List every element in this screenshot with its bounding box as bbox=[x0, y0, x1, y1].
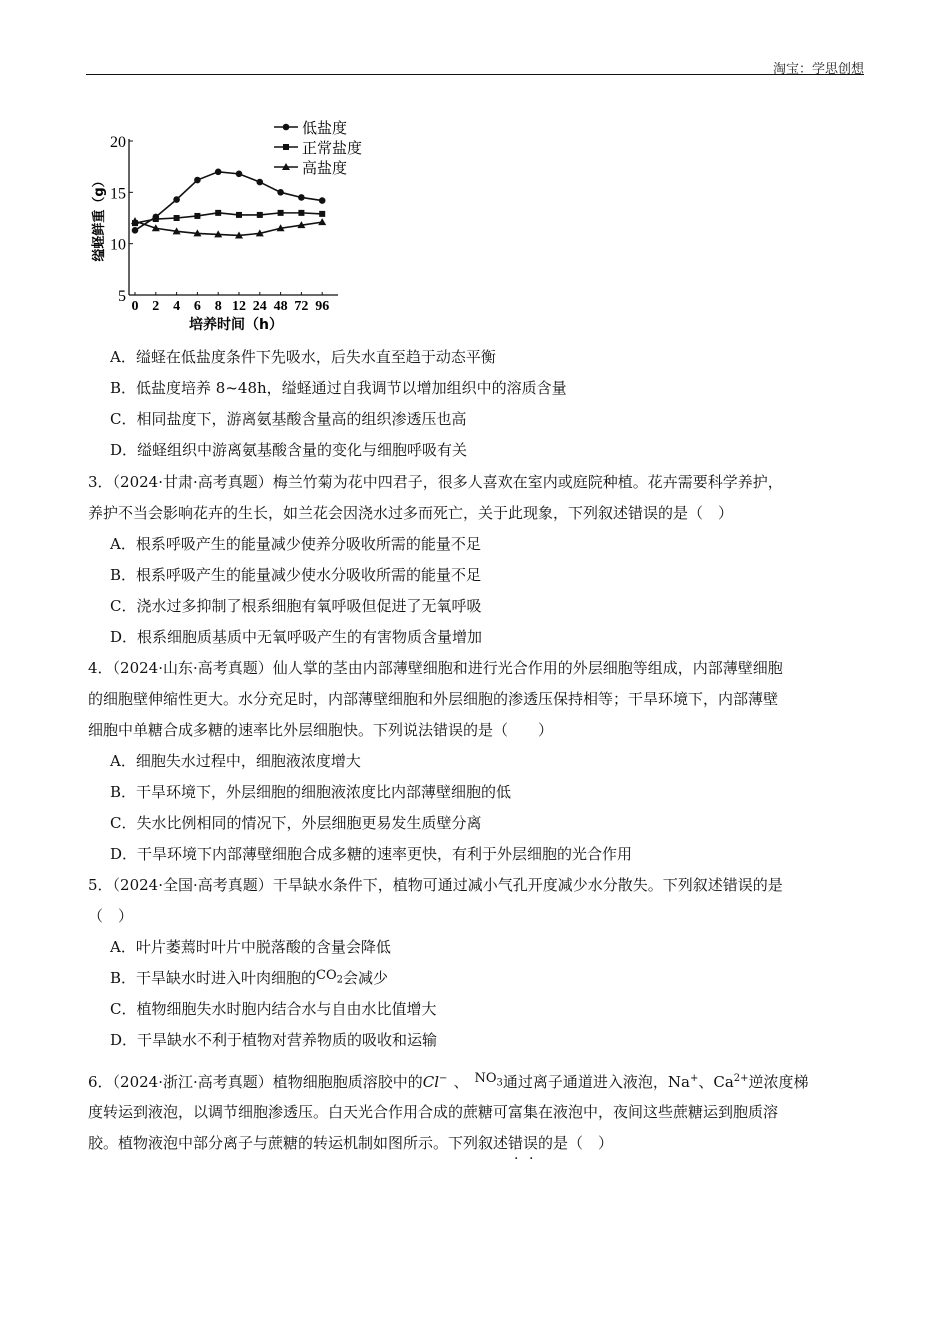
q4-option-b: B．干旱环境下，外层细胞的细胞液浓度比内部薄壁细胞的低 bbox=[110, 783, 512, 801]
header-source: 淘宝：学思创想 bbox=[772, 62, 864, 77]
data-point bbox=[194, 213, 200, 219]
series-line-2 bbox=[135, 221, 322, 235]
x-tick-label: 4 bbox=[173, 299, 181, 314]
series-line-1 bbox=[135, 213, 322, 223]
x-tick-label: 24 bbox=[252, 299, 267, 314]
q3-option-d: D．根系细胞质基质中无氧呼吸产生的有害物质含量增加 bbox=[110, 628, 483, 646]
q5-option-b-pre: B．干旱缺水时进入叶肉细胞的 bbox=[110, 969, 317, 987]
q4-stem-line1: 4．（2024·山东·高考真题）仙人掌的茎由内部薄壁细胞和进行光合作用的外层细胞等组成，内部薄壁细胞 bbox=[88, 659, 783, 677]
x-tick-label: 48 bbox=[273, 299, 288, 314]
q3-option-a: A．根系呼吸产生的能量减少使养分吸收所需的能量不足 bbox=[110, 535, 481, 553]
x-tick-label: 8 bbox=[214, 299, 222, 314]
q3-option-b: B．根系呼吸产生的能量减少使水分吸收所需的能量不足 bbox=[110, 566, 482, 584]
data-point bbox=[283, 124, 290, 131]
q4-option-a: A．细胞失水过程中，细胞液浓度增大 bbox=[110, 752, 361, 770]
q5-stem-line1: 5．（2024·全国·高考真题）干旱缺水条件下，植物可通过减小气孔开度减少水分散失。下列叙述错误的是 bbox=[88, 876, 783, 894]
legend-label: 高盐度 bbox=[302, 159, 348, 177]
legend-label: 正常盐度 bbox=[302, 139, 363, 157]
data-point bbox=[298, 194, 305, 201]
data-point bbox=[319, 197, 326, 204]
q6-stem-line1: 6．（2024·浙江·高考真题）植物细胞胞质溶胶中的Cl− 、 $NO_3$通过离子通道进入液泡，Na+、$Ca^{2+}$逆浓度梯 bbox=[88, 1071, 809, 1091]
q5-stem-line2: （ ） bbox=[88, 907, 134, 925]
y-tick-label: 15 bbox=[110, 185, 126, 203]
data-point bbox=[318, 218, 326, 225]
y-tick-label: 5 bbox=[118, 288, 126, 305]
x-tick-label: 6 bbox=[193, 299, 201, 314]
q5-option-a: A．叶片萎蔫时叶片中脱落酸的含量会降低 bbox=[110, 938, 391, 956]
q4-option-d: D．干旱环境下内部薄壁细胞合成多糖的速率更快，有利于外层细胞的光合作用 bbox=[110, 845, 633, 863]
data-point bbox=[236, 212, 242, 218]
header-divider bbox=[86, 74, 864, 75]
x-tick-label: 12 bbox=[232, 299, 246, 314]
x-tick-label: 0 bbox=[131, 299, 139, 314]
x-tick-label: 72 bbox=[294, 299, 309, 314]
data-point bbox=[277, 189, 284, 196]
q3-stem-line2: 养护不当会影响花卉的生长，如兰花会因浇水过多而死亡，关于此现象，下列叙述错误的是（ ） bbox=[88, 504, 734, 522]
data-point bbox=[153, 216, 159, 222]
data-point bbox=[283, 144, 289, 150]
x-axis-label: 培养时间（h） bbox=[189, 317, 283, 333]
chart-series bbox=[131, 169, 326, 239]
data-point bbox=[257, 179, 264, 186]
q6-stem-line2: 度转运到液泡，以调节细胞渗透压。白天光合作用合成的蔗糖可富集在液泡中，夜间这些蔗糖运到胞质溶 bbox=[88, 1103, 779, 1121]
data-point bbox=[215, 169, 222, 176]
q4-stem-line3: 细胞中单糖合成多糖的速率比外层细胞快。下列说法错误的是（ ） bbox=[88, 721, 554, 739]
chart-legend bbox=[274, 119, 362, 177]
q2-option-c: C．相同盐度下，游离氨基酸含量高的组织渗透压也高 bbox=[110, 410, 467, 428]
y-axis-label: 缢蛏鲜重（g） bbox=[92, 174, 107, 262]
series-line-0 bbox=[135, 172, 322, 231]
legend-label: 低盐度 bbox=[302, 119, 348, 137]
data-point bbox=[215, 210, 221, 216]
q2-option-d: D．缢蛏组织中游离氨基酸含量的变化与细胞呼吸有关 bbox=[110, 441, 468, 459]
q2-option-a: A．缢蛏在低盐度条件下先吸水，后失水直至趋于动态平衡 bbox=[110, 348, 496, 366]
q3-stem-line1: 3．（2024·甘肃·高考真题）梅兰竹菊为花中四君子，很多人喜欢在室内或庭院种植。花卉需要科学养护， bbox=[88, 473, 783, 491]
q4-option-c: C．失水比例相同的情况下，外层细胞更易发生质壁分离 bbox=[110, 814, 482, 832]
chloride-ion: Cl− bbox=[422, 1073, 448, 1091]
x-tick-label: 96 bbox=[315, 299, 330, 314]
x-tick-label: 2 bbox=[152, 299, 160, 314]
q5-option-c: C．植物细胞失水时胞内结合水与自由水比值增大 bbox=[110, 1000, 437, 1018]
y-tick-label: 10 bbox=[110, 236, 126, 254]
data-point bbox=[298, 210, 304, 216]
data-point bbox=[174, 215, 180, 221]
fresh-weight-line-chart bbox=[86, 112, 386, 342]
data-point bbox=[194, 177, 201, 184]
nitrate-ion: $NO_3$ bbox=[474, 1071, 503, 1089]
q6-stem-line3: 胶。植物液泡中部分离子与蔗糖的转运机制如图所示。下列叙述错误的是（ ） bbox=[88, 1134, 614, 1152]
data-point bbox=[319, 211, 325, 217]
q5-option-b-post: 会减少 bbox=[343, 969, 389, 987]
q4-stem-line2: 的细胞壁伸缩性更大。水分充足时，内部薄壁细胞和外层细胞的渗透压保持相等；干旱环境下，内部薄壁 bbox=[88, 690, 779, 708]
data-point bbox=[278, 210, 284, 216]
y-tick-label: 20 bbox=[110, 134, 126, 151]
q5-option-d: D．干旱缺水不利于植物对营养物质的吸收和运输 bbox=[110, 1031, 438, 1049]
data-point bbox=[257, 212, 263, 218]
q3-option-c: C．浇水过多抑制了根系细胞有氧呼吸但促进了无氧呼吸 bbox=[110, 597, 482, 615]
data-point bbox=[173, 196, 180, 203]
q2-option-b: B．低盐度培养 8~48h，缢蛏通过自我调节以增加组织中的溶质含量 bbox=[110, 379, 567, 397]
data-point bbox=[132, 227, 139, 234]
data-point bbox=[236, 171, 243, 178]
co2-formula: $CO_2$ bbox=[316, 968, 344, 986]
